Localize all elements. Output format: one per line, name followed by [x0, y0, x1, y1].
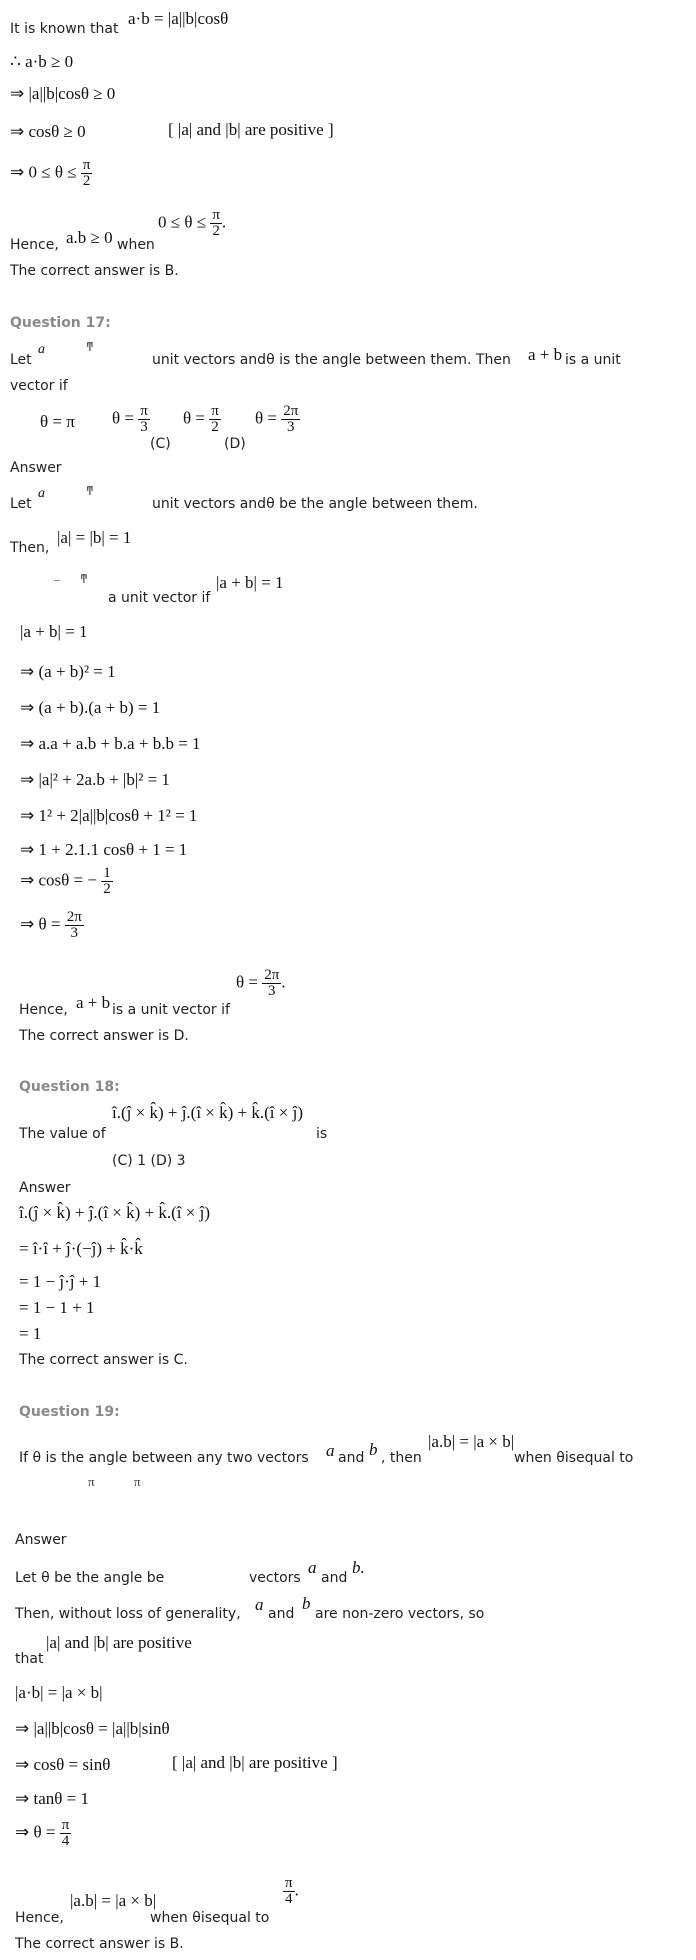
q19-vector-b-3: b: [302, 1594, 311, 1613]
q17-let-2: Let: [10, 496, 32, 512]
q17-dash-glyph: –: [54, 572, 60, 586]
q19-step-4: ⇒ tanθ = 1: [15, 1789, 89, 1808]
q19-step-5: ⇒ θ = $\frac{\pi}{4}$: [15, 1817, 70, 1849]
q19-then-text: Then, without loss of generality,: [15, 1606, 241, 1622]
q16-known-label: It is known that: [10, 21, 119, 37]
q17-then-formula: |a| = |b| = 1: [57, 528, 132, 547]
q19-vector-b-2: b.: [352, 1558, 365, 1577]
q19-then-1: , then: [381, 1450, 422, 1466]
q16-hence-label: Hence,: [10, 237, 59, 253]
q17-unit-vector-text: a unit vector if: [108, 590, 211, 606]
q16-known-formula: a·b = |a||b|cosθ: [128, 9, 229, 28]
q17-then-label: Then,: [10, 540, 50, 556]
q19-hence-formula: |a.b| = |a × b|: [70, 1891, 157, 1910]
q16-step-1: ∴ a·b ≥ 0: [10, 52, 74, 71]
q17-option-c-label: (C): [150, 436, 171, 452]
q17-option-b-fraction: $\frac{\pi}{3}$: [140, 403, 148, 435]
q19-correct-answer: The correct answer is B.: [15, 1936, 184, 1952]
q18-step-3: = 1 − ĵ·ĵ + 1: [19, 1272, 102, 1291]
q19-step-3-note: [ |a| and |b| are positive ]: [172, 1753, 338, 1772]
q17-heading: Question 17:: [10, 315, 111, 331]
q19-step-5-fraction: $\frac{\pi}{4}$: [61, 1817, 70, 1849]
q16-step-4-pre: ⇒ 0 ≤ θ ≤: [10, 162, 77, 182]
q19-when-1: when θisequal to: [514, 1450, 634, 1466]
q18-value-formula: î.(ĵ × k̂) + ĵ.(î × k̂) + k̂.(î × ĵ): [112, 1103, 303, 1122]
q19-vector-a: a: [326, 1441, 335, 1460]
q19-step-2: ⇒ |a||b|cosθ = |a||b|sinθ: [15, 1719, 170, 1738]
q17-option-b: θ = $\frac{\pi}{3}$: [112, 403, 148, 435]
q17-option-d-label: (D): [224, 436, 246, 452]
q19-positive-note: |a| and |b| are positive: [46, 1633, 192, 1652]
q17-step-6: ⇒ 1² + 2|a||b|cosθ + 1² = 1: [20, 806, 198, 825]
q19-vectors-text: vectors: [249, 1570, 301, 1586]
q19-answer-label: Answer: [15, 1532, 67, 1548]
q16-when-range: 0 ≤ θ ≤ $\frac{\pi}{2}$ .: [158, 207, 227, 239]
q18-step-2: = î·î + ĵ·(−ĵ) + k̂·k̂: [19, 1239, 143, 1258]
q19-hence-value: $\frac{\pi}{4}$ .: [285, 1875, 299, 1907]
q17-hence-mid: is a unit vector if: [112, 1002, 230, 1018]
q17-step-1: |a + b| = 1: [20, 622, 88, 641]
q17-let-label: Let: [10, 352, 32, 368]
q16-when-fraction: $\frac{\pi}{2}$: [212, 207, 220, 239]
q19-step-1: |a·b| = |a × b|: [15, 1683, 103, 1702]
q19-option-pi-2: π: [134, 1474, 141, 1489]
q17-correct-answer: The correct answer is D.: [19, 1028, 189, 1044]
q17-vector-b-glyph: ͳ: [86, 340, 94, 354]
q16-step-4-fraction: $\frac{\pi}{2}$: [82, 157, 91, 189]
q18-step-5: = 1: [19, 1324, 42, 1343]
q17-hence-apb: a + b: [76, 993, 111, 1012]
q17-option-a: θ = π: [40, 412, 75, 431]
q17-hence-label: Hence,: [19, 1002, 68, 1018]
q19-heading: Question 19:: [19, 1404, 120, 1420]
q16-correct-answer: The correct answer is B.: [10, 263, 179, 279]
q17-step-8-fraction: $\frac{1}{2}$: [103, 865, 111, 897]
q18-step-1: î.(ĵ × k̂) + ĵ.(î × k̂) + k̂.(î × ĵ): [19, 1203, 210, 1222]
q17-option-d-fraction: $\frac{2\pi}{3}$: [283, 403, 299, 435]
q17-step-9: ⇒ θ = $\frac{2\pi}{3}$: [20, 909, 82, 941]
q17-hence-theta: θ = $\frac{2\pi}{3}$ .: [236, 967, 286, 999]
q17-hence-fraction: $\frac{2\pi}{3}$: [264, 967, 280, 999]
q18-correct-answer: The correct answer is C.: [19, 1352, 188, 1368]
q17-option-d: θ = $\frac{2\pi}{3}$: [255, 403, 299, 435]
q19-text-1: If θ is the angle between any two vectors: [19, 1450, 309, 1466]
q17-option-c: θ = $\frac{\pi}{2}$: [183, 403, 219, 435]
q16-step-4: [10, 158, 92, 189]
q19-option-pi-1: π: [88, 1474, 95, 1489]
q17-vector-a-glyph: a: [38, 342, 45, 357]
q16-hence-formula: a.b ≥ 0: [66, 228, 113, 247]
q17-let-2-rest: unit vectors andθ be the angle between them.: [152, 496, 478, 512]
q17-step-2: ⇒ (a + b)² = 1: [20, 662, 116, 681]
q17-step-8: ⇒ cosθ = − $\frac{1}{2}$: [20, 865, 111, 897]
q18-options: (C) 1 (D) 3: [112, 1153, 186, 1169]
q19-step-3: ⇒ cosθ = sinθ: [15, 1755, 111, 1774]
q17-step-4: ⇒ a.a + a.b + b.a + b.b = 1: [20, 734, 201, 753]
q19-let-text: Let θ be the angle be: [15, 1570, 165, 1586]
q17-answer-label: Answer: [10, 460, 62, 476]
q17-unit-vector-formula: |a + b| = 1: [216, 573, 284, 592]
q17-vector-b-glyph-2: ͳ: [86, 484, 94, 498]
q17-step-9-fraction: $\frac{2\pi}{3}$: [66, 909, 82, 941]
q17-step-7: ⇒ 1 + 2.1.1 cosθ + 1 = 1: [20, 840, 188, 859]
q18-value-label: The value of: [19, 1126, 106, 1142]
q19-nonzero: are non-zero vectors, so: [315, 1606, 485, 1622]
q17-text-4: vector if: [10, 378, 68, 394]
q17-a-plus-b: a + b: [528, 345, 563, 364]
q18-is-label: is: [316, 1126, 328, 1142]
q19-vector-b: b: [369, 1440, 378, 1459]
q17-step-3: ⇒ (a + b).(a + b) = 1: [20, 698, 161, 717]
q19-vector-a-2: a: [308, 1558, 317, 1577]
q19-and-2: and: [321, 1570, 348, 1586]
q16-when-label: when: [117, 237, 155, 253]
q17-vector-a-glyph-2: a: [38, 486, 45, 501]
q19-hence-fraction: $\frac{\pi}{4}$: [285, 1875, 293, 1907]
q18-step-4: = 1 − 1 + 1: [19, 1298, 95, 1317]
q17-step-5: ⇒ |a|² + 2a.b + |b|² = 1: [20, 770, 170, 789]
q16-step-2: ⇒ |a||b|cosθ ≥ 0: [10, 84, 116, 103]
q19-and-1: and: [338, 1450, 365, 1466]
q17-text-2: unit vectors andθ is the angle between them. Then: [152, 352, 511, 368]
q18-heading: Question 18:: [19, 1079, 120, 1095]
q18-answer-label: Answer: [19, 1180, 71, 1196]
q16-step-3: ⇒ cosθ ≥ 0: [10, 122, 86, 141]
q17-text-3: is a unit: [565, 352, 621, 368]
q16-step-3-note: [ |a| and |b| are positive ]: [168, 120, 334, 139]
q19-that: that: [15, 1651, 44, 1667]
q19-vector-a-3: a: [255, 1595, 264, 1614]
q17-option-c-fraction: $\frac{\pi}{2}$: [211, 403, 219, 435]
q17-vector-b-glyph-3: ͳ: [80, 572, 88, 586]
q19-hence-label: Hence,: [15, 1910, 64, 1926]
q19-hence-when: when θisequal to: [150, 1910, 270, 1926]
q19-formula-1: |a.b| = |a × b|: [428, 1432, 515, 1451]
q19-and-3: and: [268, 1606, 295, 1622]
